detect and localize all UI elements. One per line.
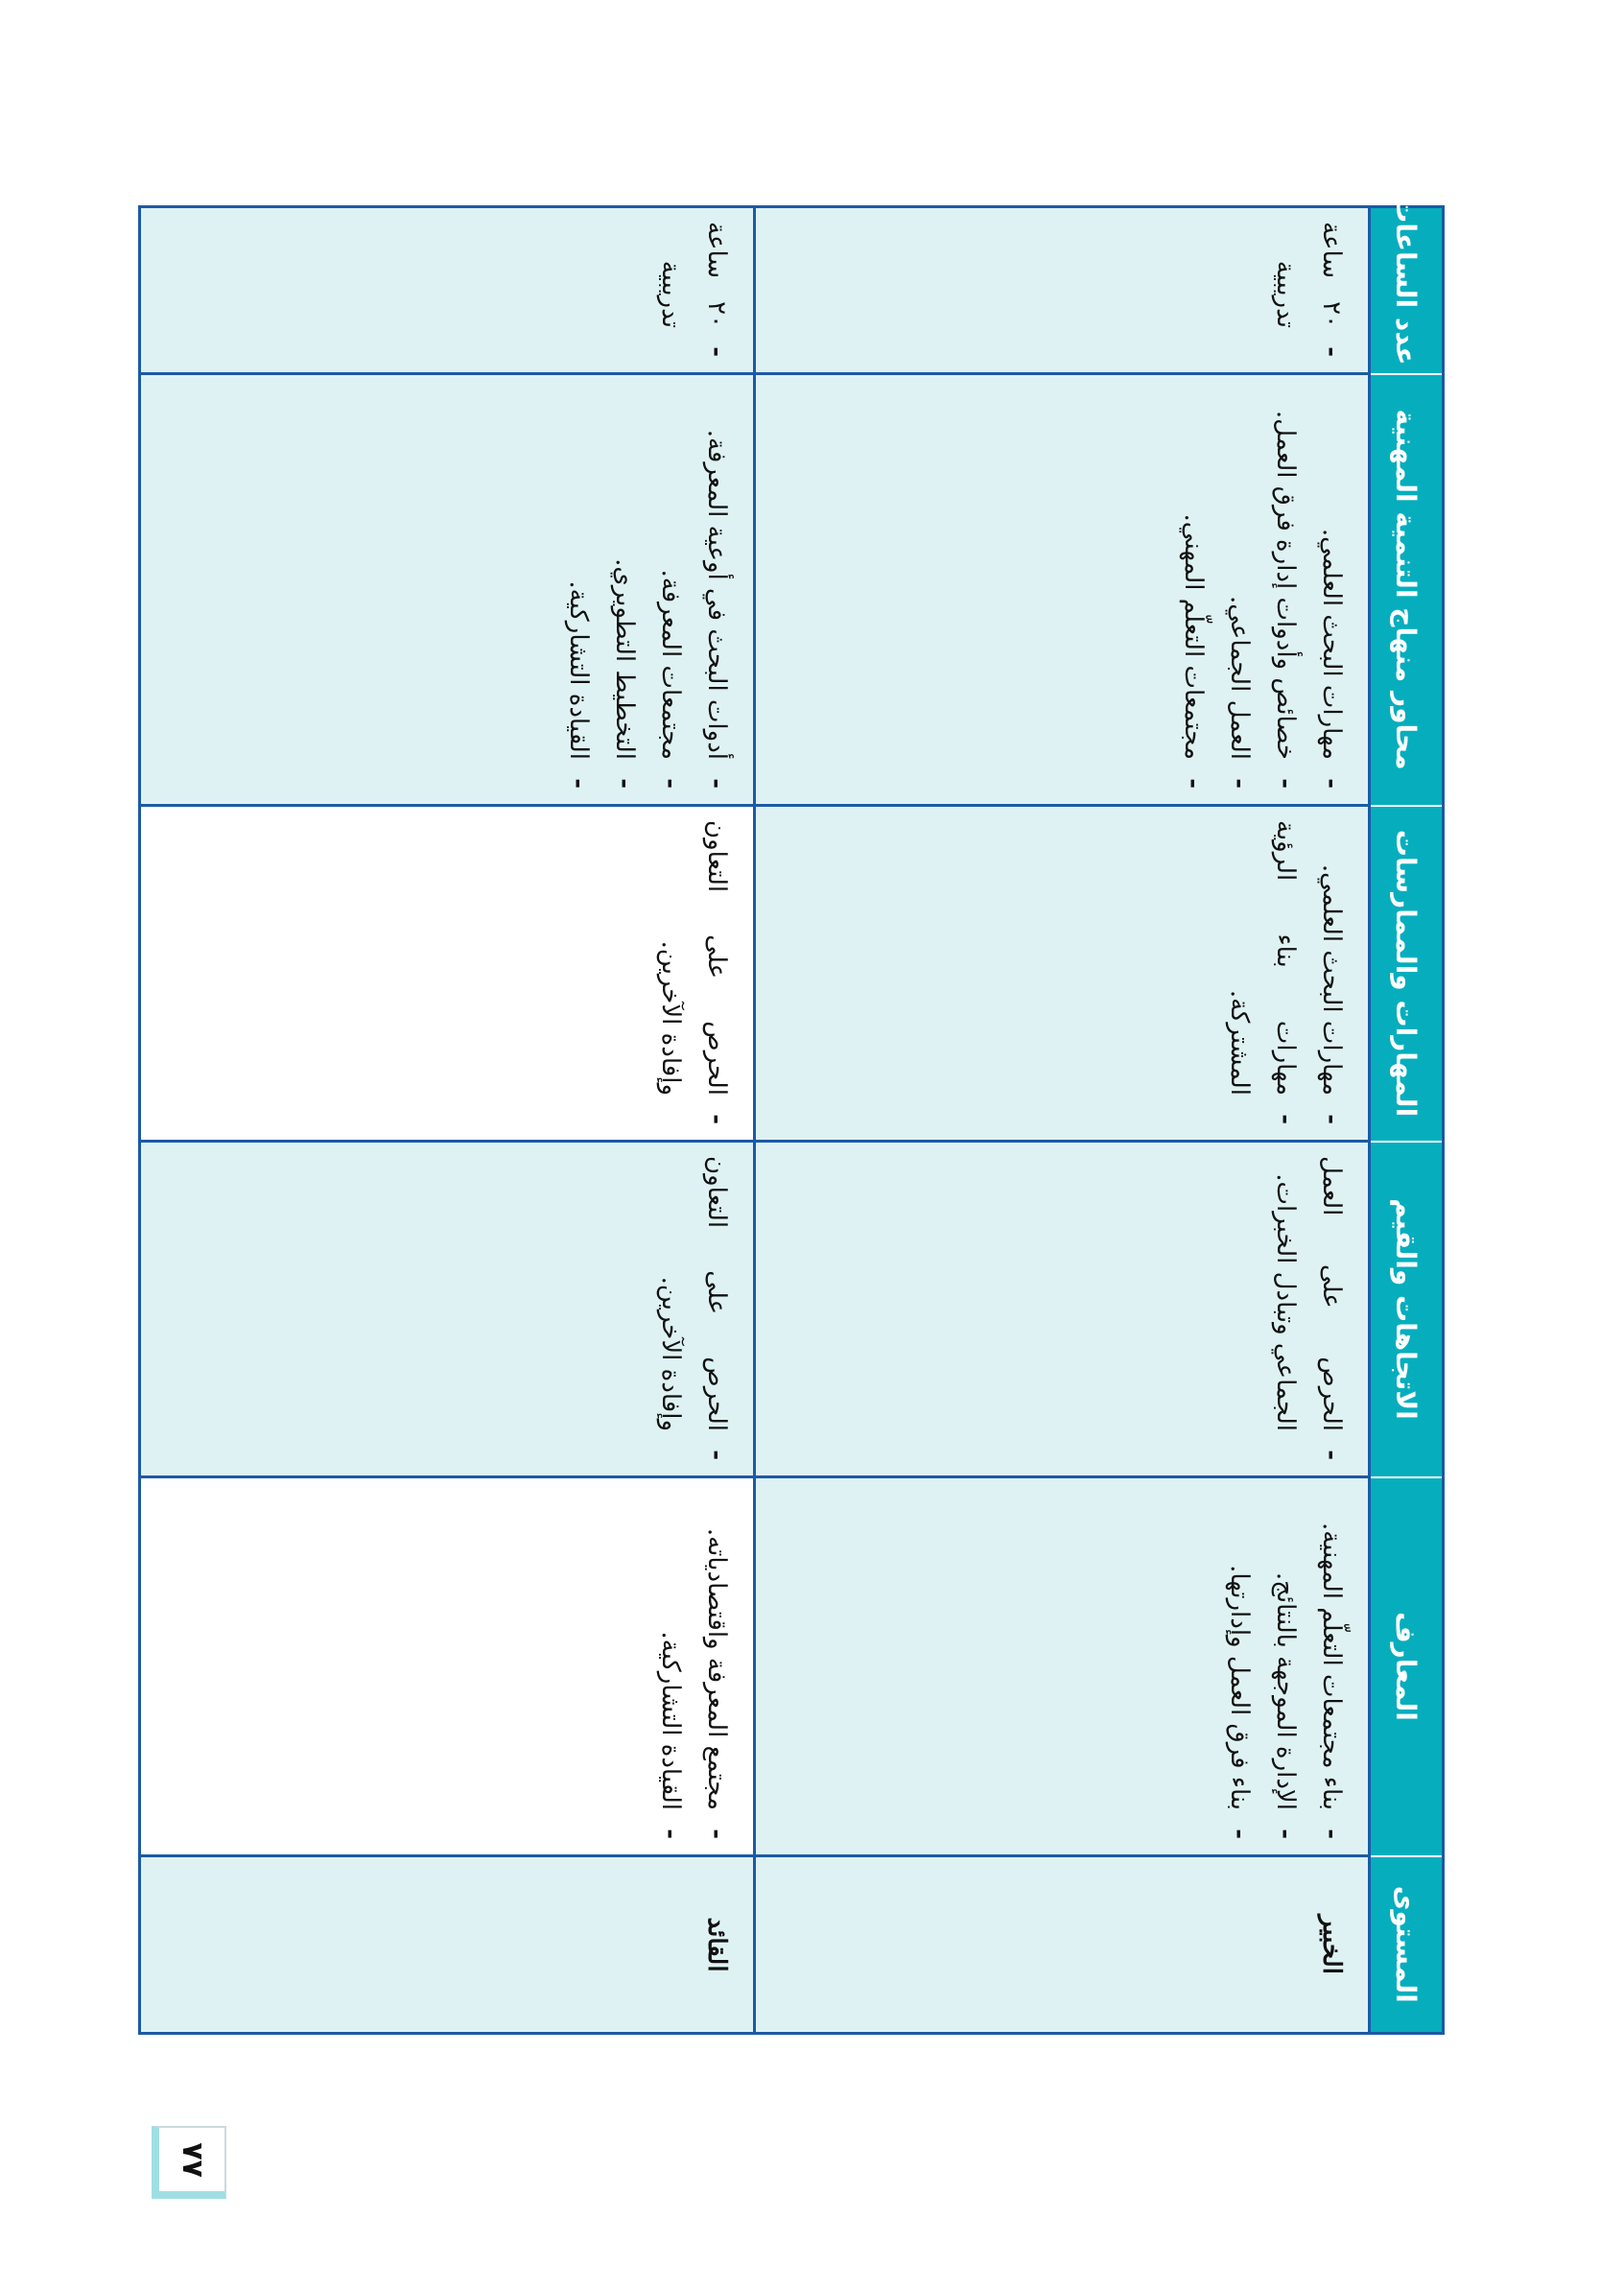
- list-item: - مجتمعات المعرفة.: [647, 389, 694, 791]
- list-item: - أدوات البحث في أوعية المعرفة.: [694, 389, 740, 791]
- attitudes-list: [647, 1156, 740, 1462]
- header-level: المستوى: [1370, 1856, 1444, 2034]
- list-item: - الحرص على التعاون وإفادة الآخرين.: [647, 1156, 740, 1462]
- knowledge-cell: [140, 1477, 755, 1856]
- list-item: - ٢٠ ساعة تدريبية: [1262, 222, 1354, 359]
- list-item: - بناء فرق العمل وإدارتها.: [1216, 1492, 1262, 1841]
- hours-cell: [140, 207, 755, 374]
- header-knowledge: المعارف: [1370, 1477, 1444, 1856]
- attitudes-cell: [755, 1142, 1370, 1477]
- list-item: - القيادة التشاركية.: [555, 389, 601, 791]
- hours-cell: [755, 207, 1370, 374]
- list-item: - مجتمعات التعلّم المهني.: [1170, 389, 1216, 791]
- table-row-leader: [140, 207, 755, 2034]
- level-cell: القائد: [140, 1856, 755, 2034]
- knowledge-list: [1216, 1492, 1354, 1841]
- list-item: - العمل الجماعي.: [1216, 389, 1262, 791]
- header-hours: عدد الساعات: [1370, 207, 1444, 374]
- level-cell: الخبير: [755, 1856, 1370, 2034]
- skills-list: [647, 820, 740, 1126]
- skills-list: [1216, 820, 1354, 1126]
- table-row-expert: [755, 207, 1370, 2034]
- list-item: - ٢٠ ساعة تدريبية: [647, 222, 740, 359]
- list-item: - بناء مجتمعات التعلّم المهنية.: [1308, 1492, 1354, 1841]
- skills-cell: [140, 806, 755, 1142]
- axes-cell: [755, 374, 1370, 806]
- competency-table: [138, 196, 1445, 2035]
- competency-table-rotated: [138, 196, 1445, 2032]
- list-item: - الحرص على التعاون وإفادة الآخرين.: [647, 820, 740, 1126]
- list-item: - مهارات البحث العلمي.: [1308, 820, 1354, 1126]
- list-item: - الحرص على العمل الجماعي وتبادل الخبرات.: [1262, 1156, 1354, 1462]
- attitudes-list: [1262, 1156, 1354, 1462]
- list-item: - مهارات بناء الرؤية المشتركة.: [1216, 820, 1308, 1126]
- attitudes-cell: [140, 1142, 755, 1477]
- page-number: ٧٧: [175, 2141, 209, 2178]
- header-row: [1370, 207, 1444, 2034]
- list-item: - مجتمع المعرفة واقتصادياته.: [694, 1492, 740, 1841]
- hours-list: [1262, 222, 1354, 359]
- axes-cell: [140, 374, 755, 806]
- page-number-box: [152, 2126, 226, 2199]
- list-item: - خصائص وأدوات إدارة فرق العمل.: [1262, 389, 1308, 791]
- axes-list: [1170, 389, 1354, 791]
- axes-list: [555, 389, 740, 791]
- list-item: - الإدارة الموجهة بالنتائج.: [1262, 1492, 1308, 1841]
- list-item: - القيادة التشاركية.: [647, 1492, 694, 1841]
- list-item: - التخطيط التطويري.: [601, 389, 647, 791]
- knowledge-list: [647, 1492, 740, 1841]
- skills-cell: [755, 806, 1370, 1142]
- header-attitudes: الاتجاهات والقيم: [1370, 1142, 1444, 1477]
- list-item: - مهارات البحث العلمي.: [1308, 389, 1354, 791]
- header-skills: المهارات والممارسات: [1370, 806, 1444, 1142]
- header-axes: محاور منهاج التنمية المهنية: [1370, 374, 1444, 806]
- knowledge-cell: [755, 1477, 1370, 1856]
- hours-list: [647, 222, 740, 359]
